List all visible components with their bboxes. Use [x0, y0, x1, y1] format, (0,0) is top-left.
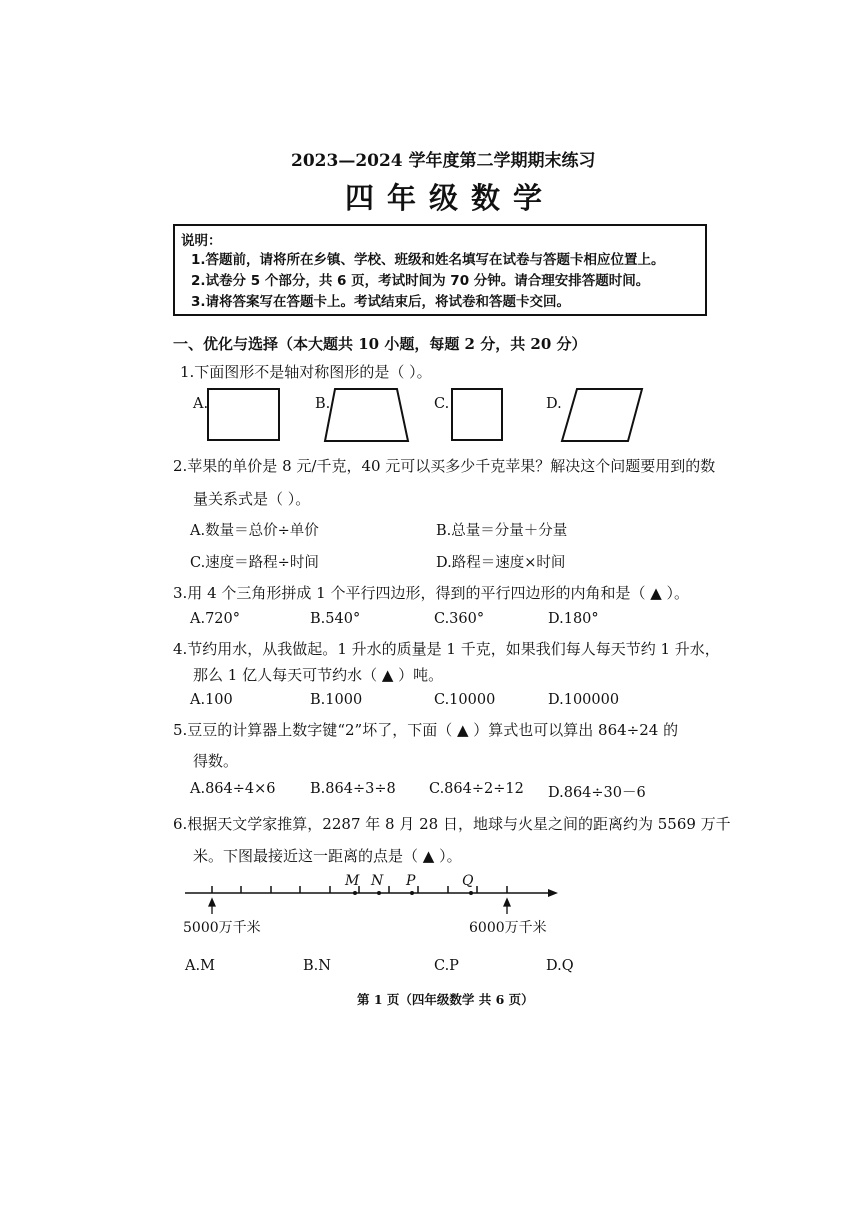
- number-line-end-label: 6000万千米: [469, 920, 547, 936]
- q1-option-b: B.: [315, 396, 331, 412]
- point-q: [469, 891, 473, 895]
- q2-option-d: D.路程＝速度×时间: [436, 555, 566, 571]
- q5-option-c: C.864÷2÷12: [429, 781, 524, 797]
- question-5-stem-cont: 得数。: [193, 752, 239, 770]
- question-1-stem: 1.下面图形不是轴对称图形的是（ ）。: [180, 363, 432, 381]
- shape-square: [452, 389, 502, 440]
- end-arrow: [504, 899, 510, 914]
- point-p: [410, 891, 414, 895]
- instruction-item: 1.答题前，请将所在乡镇、学校、班级和姓名填写在试卷与答题卡相应位置上。: [191, 252, 665, 268]
- question-6-stem-cont: 米。下图最接近这一距离的点是（ ▲ ）。: [193, 847, 462, 865]
- q4-option-a: A.100: [190, 692, 233, 708]
- q3-option-c: C.360°: [434, 611, 485, 627]
- q6-option-b: B.N: [303, 958, 331, 974]
- q1-option-c: C.: [434, 396, 450, 412]
- question-4-stem-cont: 那么 1 亿人每天可节约水（ ▲ ）吨。: [193, 666, 444, 684]
- q3-option-a: A.720°: [190, 611, 241, 627]
- q2-option-a: A.数量＝总价÷单价: [190, 523, 319, 539]
- q2-option-b: B.总量＝分量＋分量: [436, 523, 568, 539]
- q4-option-d: D.100000: [548, 692, 620, 708]
- instruction-item: 2.试卷分 5 个部分，共 6 页，考试时间为 70 分钟。请合理安排答题时间。: [191, 273, 650, 289]
- subject-title: 四年级数学: [345, 181, 556, 215]
- start-arrow: [209, 899, 215, 914]
- q5-option-b: B.864÷3÷8: [310, 781, 396, 797]
- exam-title: 2023—2024 学年度第二学期期末练习: [291, 151, 596, 171]
- q5-option-d: D.864÷30－6: [548, 785, 646, 801]
- point-m-label: M: [345, 873, 360, 889]
- q1-option-a: A.: [193, 396, 209, 412]
- q2-option-c: C.速度＝路程÷时间: [190, 555, 319, 571]
- question-2-stem-cont: 量关系式是（ ）。: [193, 490, 311, 508]
- q5-option-a: A.864÷4×6: [190, 781, 276, 797]
- q3-option-b: B.540°: [310, 611, 361, 627]
- q6-option-d: D.Q: [546, 958, 574, 974]
- question-2-stem: 2.苹果的单价是 8 元/千克，40 元可以买多少千克苹果？解决这个问题要用到的数: [173, 457, 716, 475]
- q3-option-d: D.180°: [548, 611, 599, 627]
- q6-option-a: A.M: [185, 958, 215, 974]
- point-n: [377, 891, 381, 895]
- point-q-label: Q: [462, 873, 474, 889]
- shape-rectangle: [208, 389, 279, 440]
- q6-option-c: C.P: [434, 958, 459, 974]
- instruction-item: 3.请将答案写在答题卡上。考试结束后，将试卷和答题卡交回。: [191, 294, 571, 310]
- question-4-stem: 4.节约用水，从我做起。1 升水的质量是 1 千克，如果我们每人每天节约 1 升水，: [173, 640, 720, 658]
- instructions-label: 说明：: [181, 233, 222, 249]
- point-n-label: N: [371, 873, 384, 889]
- point-p-label: P: [406, 873, 416, 889]
- shape-trapezoid: [325, 389, 408, 441]
- shape-parallelogram: [562, 389, 642, 441]
- q1-option-d: D.: [546, 396, 562, 412]
- question-3-stem: 3.用 4 个三角形拼成 1 个平行四边形，得到的平行四边形的内角和是（ ▲ ）。: [173, 584, 690, 602]
- q4-option-c: C.10000: [434, 692, 496, 708]
- page-footer: 第 1 页（四年级数学 共 6 页）: [357, 992, 534, 1007]
- point-m: [353, 891, 357, 895]
- number-line-start-label: 5000万千米: [183, 920, 261, 936]
- question-6-stem: 6.根据天文学家推算，2287 年 8 月 28 日，地球与火星之间的距离约为 5569 万千: [173, 815, 731, 833]
- q4-option-b: B.1000: [310, 692, 363, 708]
- number-line-arrow: [548, 889, 558, 897]
- question-5-stem: 5.豆豆的计算器上数字键“2”坏了，下面（ ▲ ）算式也可以算出 864÷24 的: [173, 721, 679, 739]
- section-heading: 一、优化与选择（本大题共 10 小题，每题 2 分，共 20 分）: [173, 335, 587, 353]
